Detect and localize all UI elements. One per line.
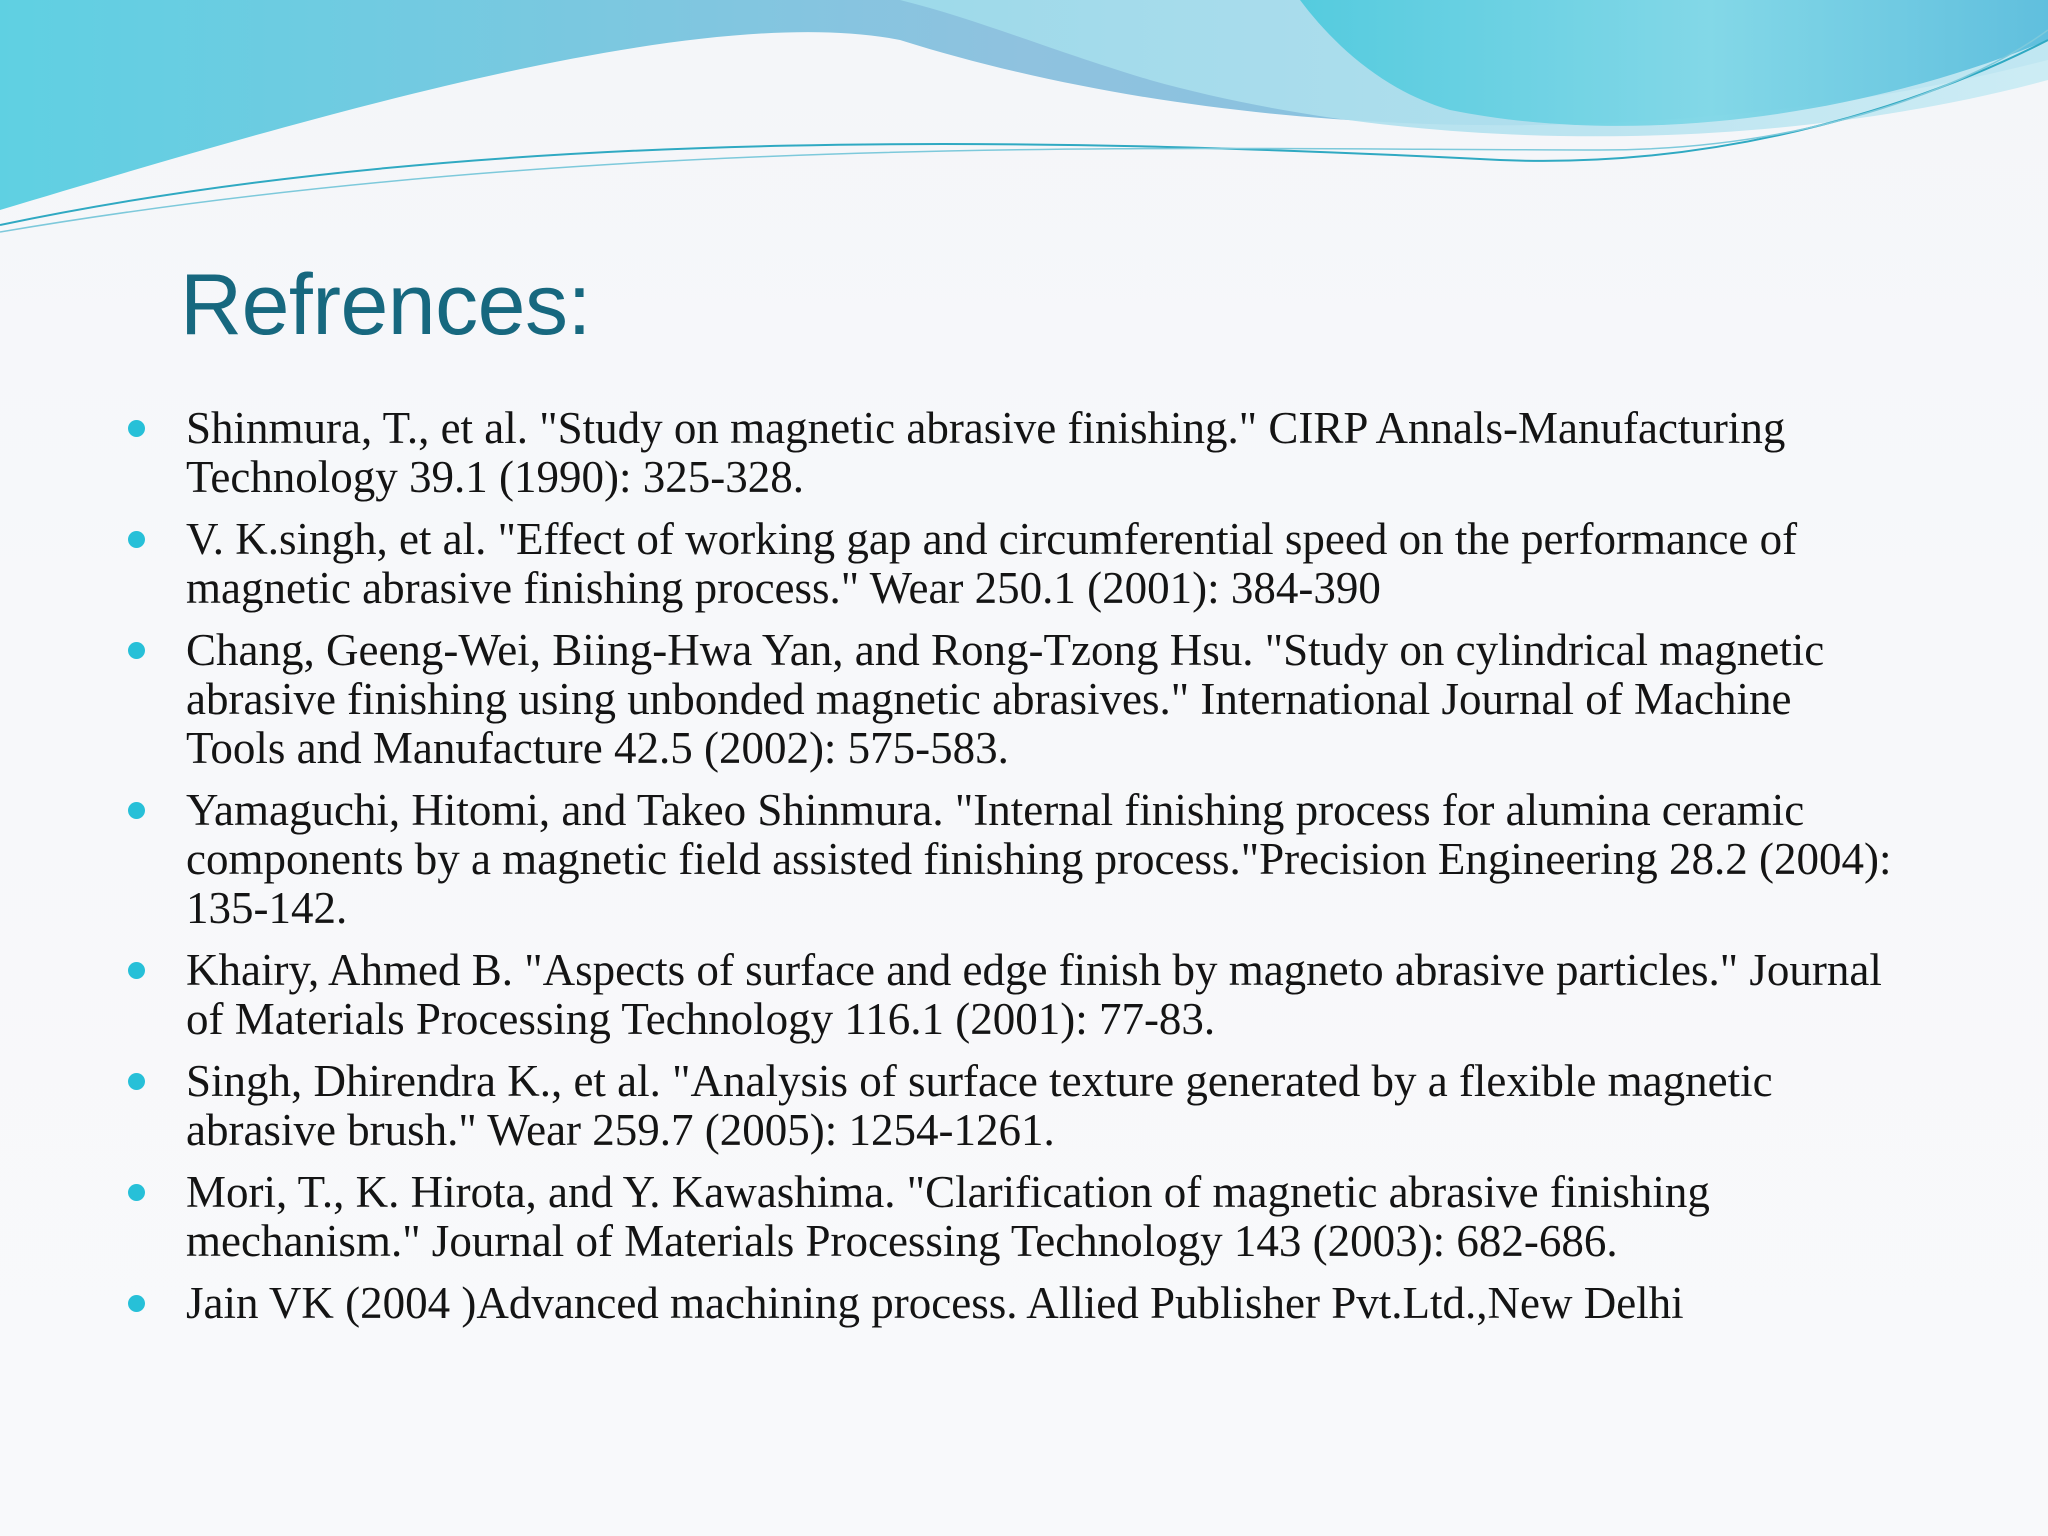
- reference-text: Jain VK (2004 )Advanced machining process. Allied Publisher Pvt.Ltd.,New Delhi: [186, 1278, 1684, 1328]
- bullet-dot-icon: [128, 1295, 145, 1312]
- reference-list: [0, 404, 2048, 1341]
- bullet-dot-icon: [128, 1073, 145, 1090]
- reference-item: [0, 1057, 1960, 1155]
- reference-item: [0, 1279, 1960, 1328]
- bullet-dot-icon: [128, 420, 145, 437]
- bullet-dot-icon: [128, 802, 145, 819]
- reference-item: [0, 1168, 1960, 1266]
- reference-item: [0, 786, 1960, 933]
- bullet-dot-icon: [128, 1184, 145, 1201]
- wave-header-decoration: [0, 0, 2048, 240]
- slide-title: Refrences:: [180, 257, 591, 353]
- bullet-dot-icon: [128, 642, 145, 659]
- reference-text: Shinmura, T., et al. "Study on magnetic abrasive finishing." CIRP Annals-Manufacturing Technology 39.1 (1990): 325-328.: [186, 403, 1786, 502]
- reference-item: [0, 626, 1960, 773]
- reference-text: Singh, Dhirendra K., et al. "Analysis of surface texture generated by a flexible magnetic abrasive brush." Wear 259.7 (2005): 1254-1261.: [186, 1056, 1773, 1155]
- reference-text: V. K.singh, et al. "Effect of working gap and circumferential speed on the performance of magnetic abrasive finishing process." Wear 250.1 (2001): 384-390: [186, 514, 1798, 613]
- reference-text: Yamaguchi, Hitomi, and Takeo Shinmura. "Internal finishing process for alumina ceramic components by a magnetic field assisted finishing process."Precision Engineering 28.2 (2004): 135-142.: [186, 785, 1892, 933]
- reference-text: Chang, Geeng-Wei, Biing-Hwa Yan, and Rong-Tzong Hsu. "Study on cylindrical magnetic abrasive finishing using unbonded magnetic abrasives." International Journal of Machine Tools and Manufacture 42.5 (2002): 575-583.: [186, 625, 1825, 773]
- bullet-dot-icon: [128, 962, 145, 979]
- reference-item: [0, 404, 1960, 502]
- reference-item: [0, 515, 1960, 613]
- reference-item: [0, 946, 1960, 1044]
- reference-text: Mori, T., K. Hirota, and Y. Kawashima. "Clarification of magnetic abrasive finishing mechanism." Journal of Materials Processing Technology 143 (2003): 682-686.: [186, 1167, 1710, 1266]
- reference-text: Khairy, Ahmed B. "Aspects of surface and edge finish by magneto abrasive particles." Journal of Materials Processing Technology 116.1 (2001): 77-83.: [186, 945, 1882, 1044]
- bullet-dot-icon: [128, 531, 145, 548]
